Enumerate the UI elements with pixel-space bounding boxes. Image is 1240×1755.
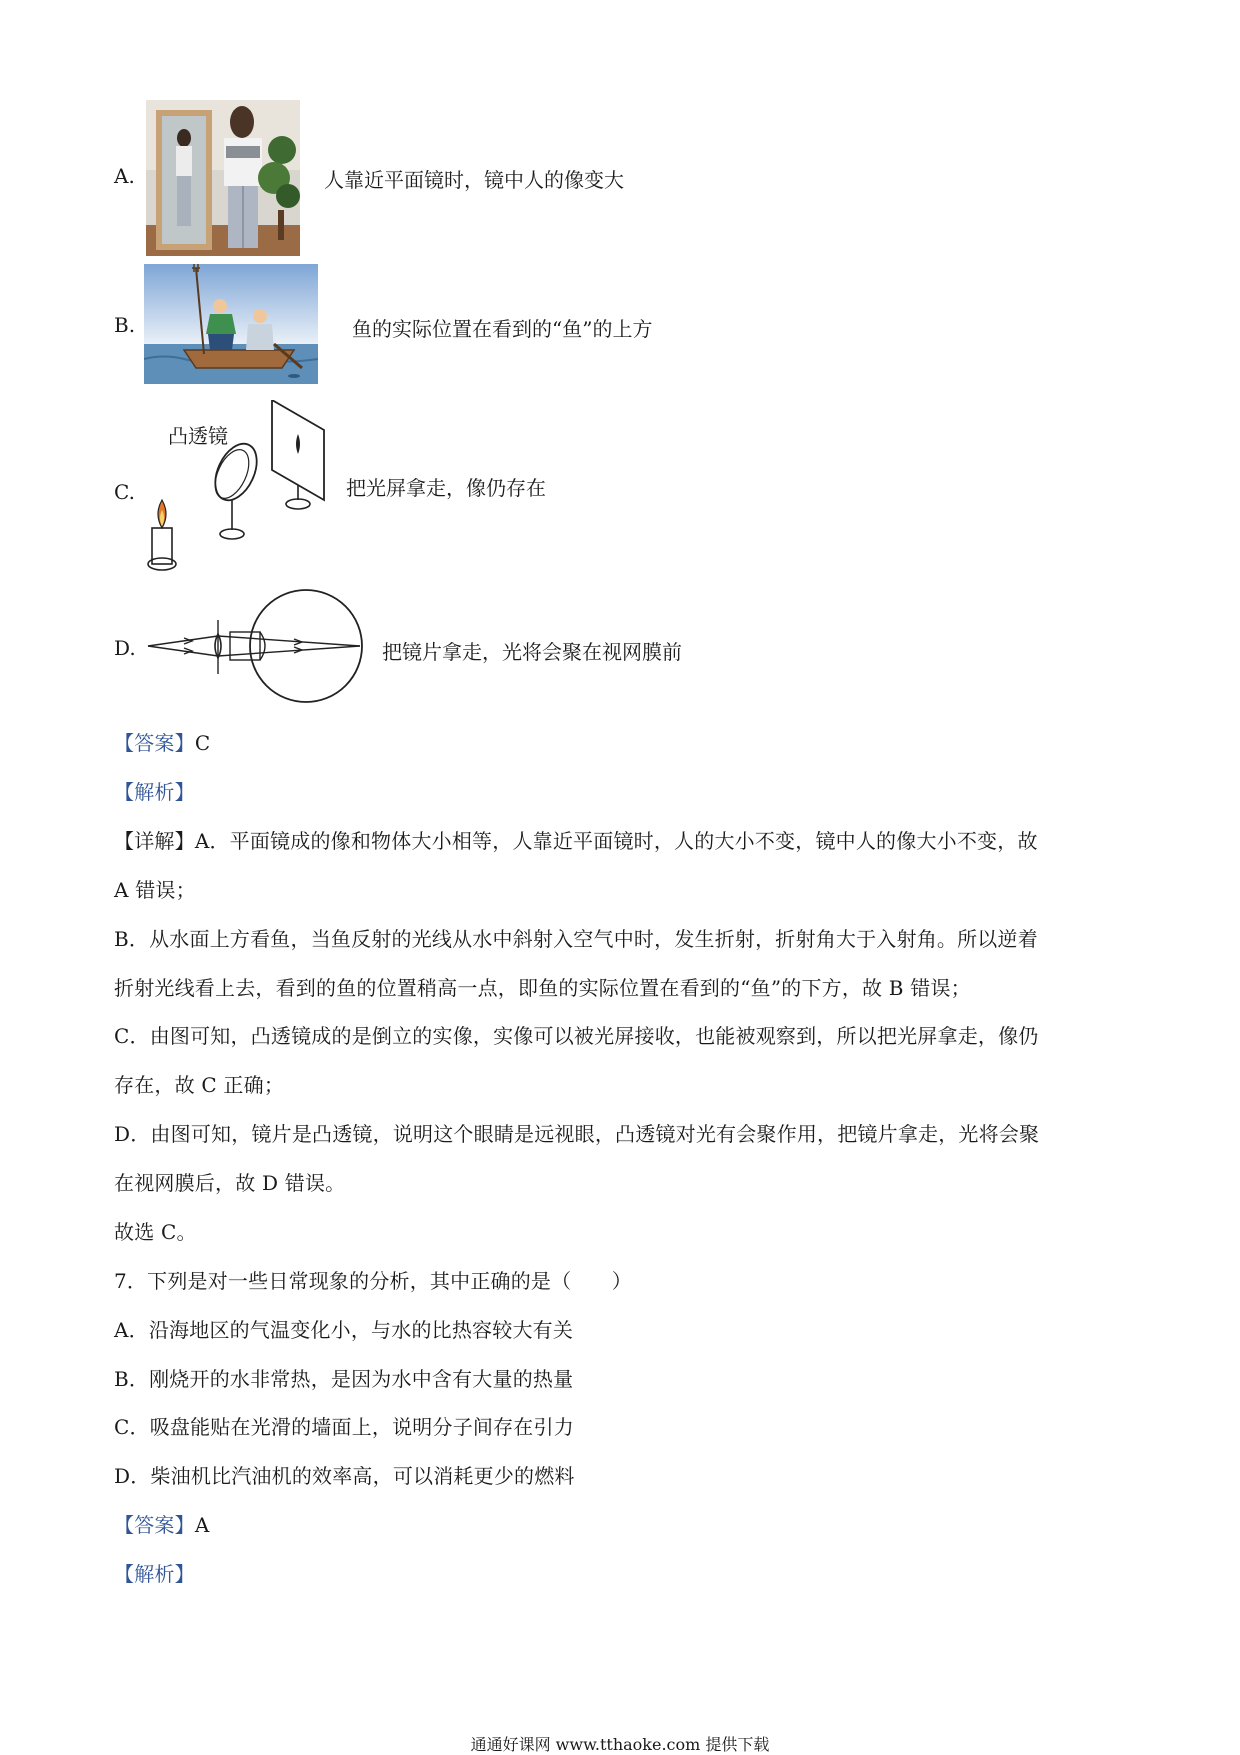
- question-7-option-d: D．柴油机比汽油机的效率高，可以消耗更少的燃料: [114, 1464, 575, 1488]
- detail-line-7: D．由图可知，镜片是凸透镜，说明这个眼睛是远视眼，凸透镜对光有会聚作用，把镜片拿走，光将会聚: [114, 1122, 1040, 1146]
- detail-line-9: 故选 C。: [114, 1220, 197, 1244]
- detail-tag: 【详解】: [114, 829, 195, 853]
- analysis-tag-q7: 【解析】: [114, 1562, 195, 1586]
- option-a-letter: A.: [114, 164, 135, 188]
- option-b-text: 鱼的实际位置在看到的“鱼”的上方: [352, 317, 653, 341]
- option-c-text: 把光屏拿走，像仍存在: [346, 476, 546, 500]
- detail-line-4: 折射光线看上去，看到的鱼的位置稍高一点，即鱼的实际位置在看到的“鱼”的下方，故 B 错误；: [114, 976, 971, 1000]
- detail-line-3: B．从水面上方看鱼，当鱼反射的光线从水中斜射入空气中时，发生折射，折射角大于入射角。所以逆着: [114, 927, 1038, 951]
- answer-q7: [114, 1509, 209, 1538]
- detail-line-8: 在视网膜后，故 D 错误。: [114, 1171, 346, 1195]
- fishing-boat-illustration: [144, 264, 318, 384]
- answer-q6: [114, 727, 210, 756]
- answer-tag: 【答案】: [114, 1513, 195, 1537]
- convex-lens-setup: [140, 400, 340, 582]
- question-7-stem: 7．下列是对一些日常现象的分析，其中正确的是（ ）: [114, 1269, 632, 1293]
- option-b-letter: B.: [114, 313, 136, 337]
- detail-line-6: 存在，故 C 正确；: [114, 1073, 285, 1097]
- answer-value: A: [194, 1513, 210, 1537]
- question-7-option-b: B．刚烧开的水非常热，是因为水中含有大量的热量: [114, 1367, 574, 1391]
- option-d-letter: D.: [114, 636, 136, 660]
- question-7-option-c: C．吸盘能贴在光滑的墙面上，说明分子间存在引力: [114, 1415, 574, 1439]
- mirror-photo: [146, 100, 300, 256]
- detail-line-1: 【详解】A．平面镜成的像和物体大小相等，人靠近平面镜时，人的大小不变，镜中人的像大小不变，故: [114, 829, 1038, 853]
- option-d-text: 把镜片拿走，光将会聚在视网膜前: [382, 640, 682, 664]
- option-c-letter: C.: [114, 480, 135, 504]
- answer-tag: 【答案】: [114, 731, 195, 755]
- eye-lens-diagram: [144, 584, 364, 712]
- page-footer: 通通好课网 www.tthaoke.com 提供下载: [470, 1735, 770, 1754]
- question-7-option-a: A．沿海地区的气温变化小，与水的比热容较大有关: [114, 1318, 574, 1342]
- answer-value: C: [194, 731, 211, 755]
- detail-line-5: C．由图可知，凸透镜成的是倒立的实像，实像可以被光屏接收，也能被观察到，所以把光屏拿走，像仍: [114, 1024, 1039, 1048]
- convex-lens-label: 凸透镜: [168, 424, 228, 448]
- option-a-text: 人靠近平面镜时，镜中人的像变大: [324, 168, 624, 192]
- analysis-tag-q6: 【解析】: [114, 780, 195, 804]
- detail-line-2: A 错误；: [114, 878, 196, 902]
